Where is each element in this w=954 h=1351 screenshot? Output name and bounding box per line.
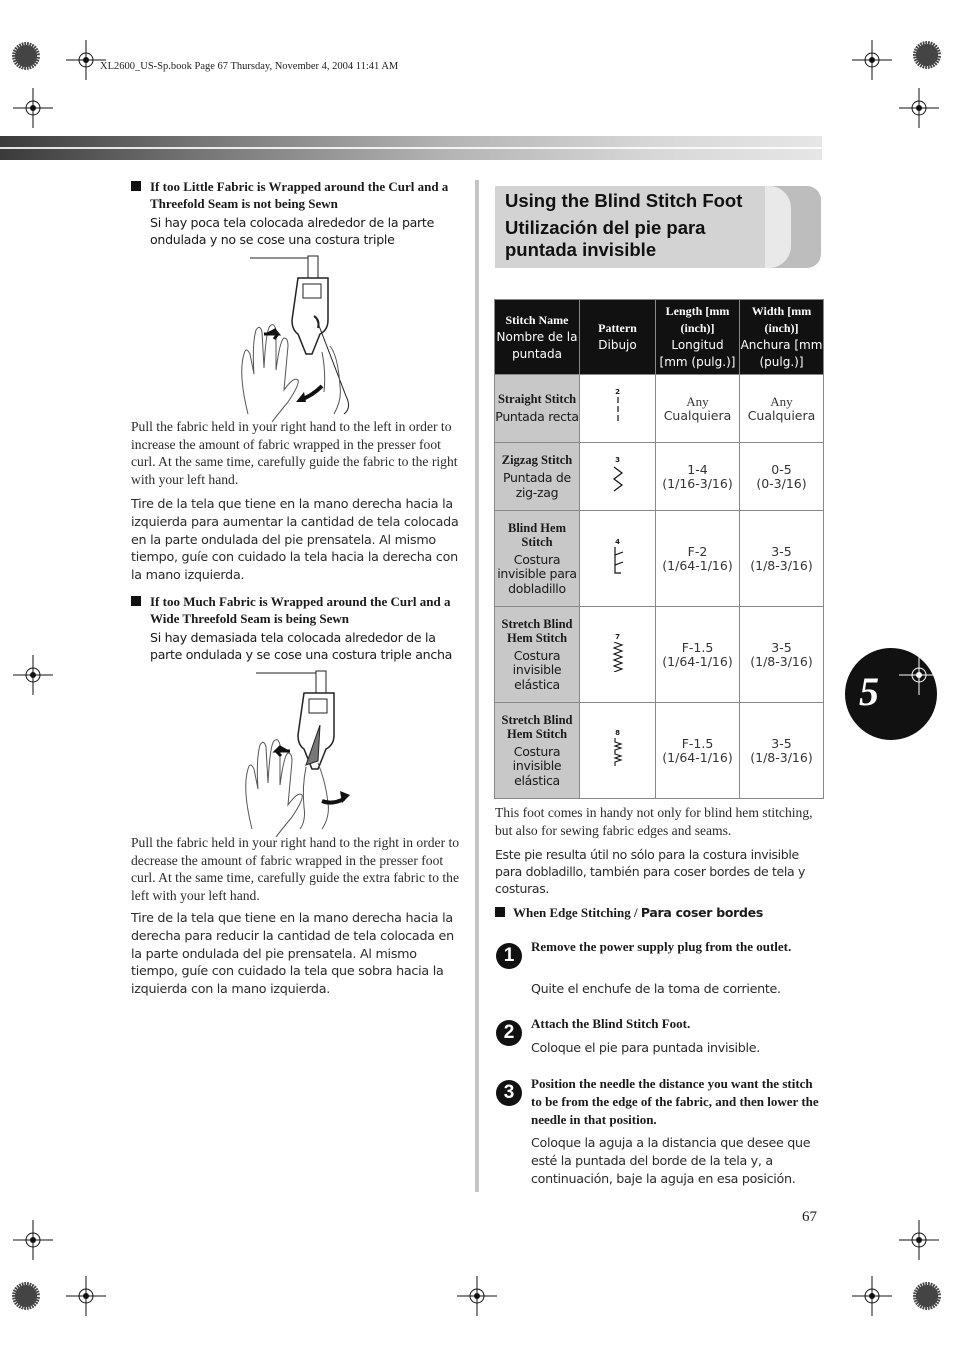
stitch-settings-table bbox=[494, 299, 824, 799]
paragraph-es: Tire de la tela que tiene en la mano derecha hacia la izquierda para aumentar la cantidad de tela colocada en la parte ondulada del pie prensatela. Al mismo tiempo, guíe con cuidado la tela hacia la derecha con la mano izquierda. bbox=[131, 496, 459, 583]
stretch-blind-hem-stitch-icon bbox=[611, 642, 625, 672]
heading-en: When Edge Stitching / bbox=[513, 905, 638, 920]
name-es: Costura invisible elástica bbox=[512, 743, 562, 788]
straight-stitch-icon bbox=[613, 397, 623, 425]
pattern-cell bbox=[580, 443, 656, 511]
bullet-square-icon bbox=[131, 596, 141, 606]
crosshair-icon bbox=[13, 88, 53, 128]
header-en: Length [mm (inch)] bbox=[665, 304, 730, 335]
table-row bbox=[495, 511, 824, 607]
illustration-pull-left bbox=[230, 256, 370, 416]
value-es: (1/64-1/16) bbox=[662, 653, 733, 669]
crosshair-icon bbox=[457, 1276, 497, 1316]
note-en: This foot comes in handy not only for blind hem stitching, but also for sewing fabric edges and seams. bbox=[495, 805, 813, 838]
pattern-number: 8 bbox=[615, 729, 620, 737]
step-3-en: Position the needle the distance you want the stitch to be from the edge of the fabric, and then lower the needle in that position. bbox=[531, 1076, 819, 1127]
crosshair-icon bbox=[852, 1276, 892, 1316]
name-es: Costura invisible elástica bbox=[512, 647, 562, 692]
header-pattern bbox=[580, 300, 656, 375]
paragraph-en: Pull the fabric held in your right hand to the right in order to decrease the amount of fabric wrapped in the presser foot curl. At the same time, carefully guide the extra fabric to the left with your left hand. bbox=[131, 835, 460, 903]
value-es: (1/8-3/16) bbox=[750, 653, 813, 669]
header-stitch-name bbox=[495, 300, 580, 375]
section-title-tab bbox=[765, 186, 821, 268]
name-es: Puntada de zig-zag bbox=[503, 470, 571, 500]
registration-mark-icon bbox=[0, 30, 60, 90]
header-es: Dibujo bbox=[598, 338, 637, 352]
name-en: Stretch Blind Hem Stitch bbox=[501, 616, 573, 645]
zigzag-stitch-icon bbox=[612, 465, 624, 493]
crosshair-icon bbox=[899, 88, 939, 128]
length-cell bbox=[656, 607, 740, 703]
section-title-es: Utilización del pie para puntada invisible bbox=[505, 217, 706, 260]
table-header-row bbox=[495, 300, 824, 375]
header-en: Width [mm (inch)] bbox=[751, 304, 812, 335]
table-row bbox=[495, 703, 824, 799]
crosshair-icon bbox=[13, 1220, 53, 1260]
paragraph-en: Pull the fabric held in your right hand to the left in order to increase the amount of fabric wrapped in the presser foot curl. At the same time, carefully guide the fabric to the right with your left hand. bbox=[131, 419, 458, 487]
bullet-square-icon bbox=[131, 181, 141, 191]
pattern-cell bbox=[580, 703, 656, 799]
length-cell bbox=[656, 375, 740, 443]
header-es: Anchura [mm (pulg.)] bbox=[740, 338, 823, 369]
header-band bbox=[0, 136, 822, 160]
table-row bbox=[495, 443, 824, 511]
header-en: Stitch Name bbox=[505, 312, 569, 327]
paragraph-es: Tire de la tela que tiene en la mano derecha hacia la derecha para reducir la cantidad de tela colocada en la parte ondulada del pie prensatela. Al mismo tiempo, guíe con cuidado la tela que sobra hacia la izquierda con la mano izquierda. bbox=[131, 910, 454, 997]
heading-es: Si hay demasiada tela colocada alrededor de la parte ondulada y se cose una costura triple ancha bbox=[150, 630, 453, 662]
name-en: Stretch Blind Hem Stitch bbox=[501, 712, 573, 741]
step-2-es: Coloque el pie para puntada invisible. bbox=[531, 1040, 760, 1055]
stitch-name-cell bbox=[495, 375, 580, 443]
value-es: (1/8-3/16) bbox=[750, 749, 813, 765]
stitch-name-cell bbox=[495, 443, 580, 511]
width-cell bbox=[740, 703, 824, 799]
crosshair-icon bbox=[13, 655, 53, 695]
crosshair-icon bbox=[899, 655, 939, 695]
pattern-cell bbox=[580, 511, 656, 607]
stitch-name-cell bbox=[495, 511, 580, 607]
step-number-1: 1 bbox=[496, 943, 522, 969]
section-heading-little-fabric bbox=[131, 178, 466, 248]
heading-es: Si hay poca tela colocada alrededor de la parte ondulada y no se cose una costura triple bbox=[150, 215, 435, 247]
length-cell bbox=[656, 511, 740, 607]
stitch-name-cell bbox=[495, 607, 580, 703]
registration-mark-icon bbox=[895, 30, 954, 90]
header-es: Nombre de la puntada bbox=[496, 329, 578, 361]
name-en: Blind Hem Stitch bbox=[508, 520, 566, 549]
value-en: 3-5 bbox=[771, 735, 792, 751]
step-3-es: Coloque la aguja a la distancia que desee que esté la puntada del borde de la tela y, a continuación, baje la aguja en esa posición. bbox=[531, 1135, 811, 1186]
print-header: XL2600_US-Sp.book Page 67 Thursday, November 4, 2004 11:41 AM bbox=[100, 61, 399, 72]
step-1-en: Remove the power supply plug from the outlet. bbox=[531, 939, 792, 954]
pattern-cell bbox=[580, 375, 656, 443]
header-width bbox=[740, 300, 824, 375]
step-number-2: 2 bbox=[496, 1020, 522, 1046]
edge-stitching-heading bbox=[495, 905, 763, 921]
value-es: Cualquiera bbox=[747, 407, 816, 423]
pattern-number: 4 bbox=[615, 538, 620, 546]
pattern-number: 7 bbox=[615, 633, 620, 641]
value-es: (1/64-1/16) bbox=[662, 557, 733, 573]
value-en: F-1.5 bbox=[681, 735, 714, 751]
width-cell bbox=[740, 375, 824, 443]
crosshair-icon bbox=[66, 1276, 106, 1316]
crosshair-icon bbox=[899, 1220, 939, 1260]
name-es: Costura invisible para dobladillo bbox=[497, 551, 577, 596]
registration-mark-icon bbox=[0, 1270, 60, 1330]
value-en: 1-4 bbox=[687, 461, 708, 477]
length-cell bbox=[656, 443, 740, 511]
page-number: 67 bbox=[802, 1209, 817, 1225]
heading-en: If too Much Fabric is Wrapped around the Curl and a Wide Threefold Seam is being Sewn bbox=[150, 594, 451, 626]
header-en: Pattern bbox=[598, 321, 637, 335]
step-2-en: Attach the Blind Stitch Foot. bbox=[531, 1016, 691, 1031]
pattern-number: 3 bbox=[615, 456, 620, 464]
crosshair-icon bbox=[66, 40, 106, 80]
length-cell bbox=[656, 703, 740, 799]
crosshair-icon bbox=[852, 40, 892, 80]
section-heading-much-fabric bbox=[131, 593, 466, 663]
name-en: Straight Stitch bbox=[497, 392, 577, 407]
value-en: Any bbox=[770, 393, 793, 409]
name-en: Zigzag Stitch bbox=[501, 453, 573, 467]
section-title-en: Using the Blind Stitch Foot bbox=[505, 190, 743, 211]
value-en: 0-5 bbox=[771, 461, 792, 477]
value-es: (1/8-3/16) bbox=[750, 557, 813, 573]
value-es: Cualquiera bbox=[663, 407, 732, 423]
width-cell bbox=[740, 443, 824, 511]
column-divider bbox=[475, 180, 479, 1192]
registration-mark-icon bbox=[895, 1270, 954, 1330]
value-es: (1/16-3/16) bbox=[662, 475, 733, 491]
pattern-number: 2 bbox=[615, 388, 620, 396]
bullet-square-icon bbox=[495, 907, 505, 917]
table-row bbox=[495, 607, 824, 703]
value-es: (1/64-1/16) bbox=[662, 749, 733, 765]
value-en: 3-5 bbox=[771, 639, 792, 655]
value-en: 3-5 bbox=[771, 543, 792, 559]
step-1-es: Quite el enchufe de la toma de corriente. bbox=[531, 981, 781, 996]
heading-es: Para coser bordes bbox=[640, 905, 763, 920]
width-cell bbox=[740, 511, 824, 607]
pattern-cell bbox=[580, 607, 656, 703]
name-es: Puntada recta bbox=[495, 409, 579, 425]
header-length bbox=[656, 300, 740, 375]
table-row bbox=[495, 375, 824, 443]
chapter-number: 5 bbox=[859, 669, 879, 714]
stretch-blind-hem-stitch-icon bbox=[611, 738, 625, 768]
note-es: Este pie resulta útil no sólo para la costura invisible para dobladillo, también para coser bordes de tela y costuras. bbox=[495, 847, 806, 896]
width-cell bbox=[740, 607, 824, 703]
illustration-pull-right bbox=[232, 671, 372, 831]
value-es: (0-3/16) bbox=[756, 475, 807, 491]
heading-en: If too Little Fabric is Wrapped around the Curl and a Threefold Seam is not being Sewn bbox=[150, 179, 449, 211]
blind-hem-stitch-icon bbox=[611, 547, 625, 575]
stitch-name-cell bbox=[495, 703, 580, 799]
header-es: Longitud [mm (pulg.)] bbox=[659, 338, 736, 369]
value-en: Any bbox=[686, 393, 709, 409]
value-en: F-2 bbox=[687, 543, 708, 559]
value-en: F-1.5 bbox=[681, 639, 714, 655]
step-number-3: 3 bbox=[496, 1080, 522, 1106]
